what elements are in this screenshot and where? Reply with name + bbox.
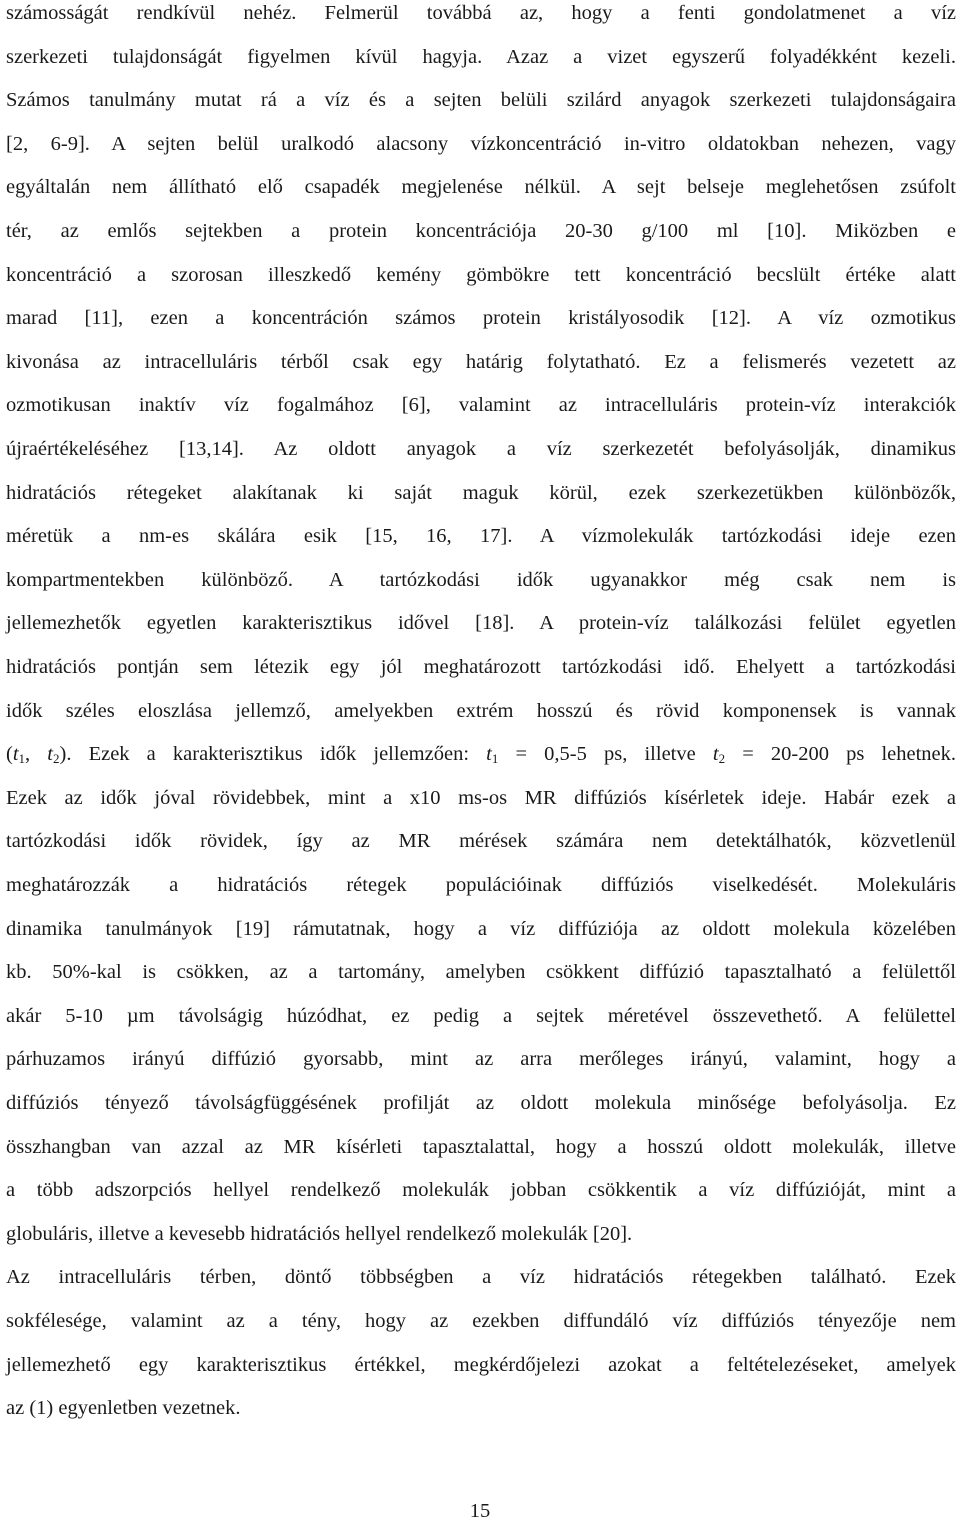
text-line: kb. 50%-kal is csökken, az a tartomány, amelyben csökkent diffúzió tapasztalható a felülettől <box>6 961 956 984</box>
text-line: egyáltalán nem állítható elő csapadék megjelenése nélkül. A sejt belseje meglehetősen zsúfolt <box>6 176 956 199</box>
text-line: hidratációs rétegeket alakítanak ki saját maguk körül, ezek szerkezetükben különbözők, <box>6 481 956 504</box>
text-line: újraértékeléséhez [13,14]. Az oldott anyagok a víz szerkezetét befolyásolják, dinamikus <box>6 438 956 460</box>
text-line: globuláris, illetve a kevesebb hidratációs hellyel rendelkező molekulák [20]. <box>6 1222 633 1245</box>
text-line: hidratációs pontján sem létezik egy jól meghatározott tartózkodási idő. Ehelyett a tartózkodási <box>6 656 956 678</box>
text-line: sokfélesége, valamint az a tény, hogy az ezekben diffundáló víz diffúziós tényezője nem <box>6 1310 956 1332</box>
variable-t: t <box>486 743 492 766</box>
text-line: akár 5-10 µm távolságig húzódhat, ez pedig a sejtek méretével összevethető. A felülettel <box>6 1004 956 1027</box>
text-line: a több adszorpciós hellyel rendelkező molekulák jobban csökkentik a víz diffúzióját, mint a <box>6 1179 956 1202</box>
text-line: meghatározzák a hidratációs rétegek populációinak diffúziós viselkedését. Molekuláris <box>6 874 956 896</box>
subscript: 1 <box>18 751 26 767</box>
text-fragment: = 0,5-5 ps, illetve <box>498 743 713 766</box>
text-line: jellemezhető egy karakterisztikus értékkel, megkérdőjelezi azokat a feltételezéseket, amelyek <box>6 1353 956 1376</box>
text-line: párhuzamos irányú diffúzió gyorsabb, mint az arra merőleges irányú, valamint, hogy a <box>6 1048 956 1071</box>
text-line-with-subscripts <box>6 741 956 767</box>
subscript: 2 <box>718 751 726 767</box>
page-number: 15 <box>469 1500 491 1522</box>
text-line: kompartmentekben különböző. A tartózkodási idők ugyanakkor még csak nem is <box>6 568 956 591</box>
text-line: tartózkodási idők rövidek, így az MR mérések számára nem detektálhatók, közvetlenül <box>6 830 956 853</box>
variable-t: t <box>712 743 719 766</box>
text-line: marad [11], ezen a koncentráción számos protein kristályosodik [12]. A víz ozmotikus <box>6 307 956 330</box>
text-line: kivonása az intracelluláris térből csak egy határig folytatható. Ez a felismerés vezetett az <box>6 350 956 373</box>
text-line: [2, 6-9]. A sejten belül uralkodó alacsony vízkoncentráció in-vitro oldatokban nehezen, vagy <box>6 132 956 155</box>
text-fragment: = 20-200 ps lehetnek. <box>725 743 957 766</box>
text-line: idők széles eloszlása jellemző, amelyekben extrém hosszú és rövid komponensek is vannak <box>6 699 956 722</box>
text-line: dinamika tanulmányok [19] rámutatnak, hogy a víz diffúziója az oldott molekula közelében <box>6 917 956 940</box>
text-line: koncentráció a szorosan illeszkedő kemény gömbökre tett koncentráció becslült értéke alatt <box>6 263 956 286</box>
text-line: jellemezhetők egyetlen karakterisztikus idővel [18]. A protein-víz találkozási felület egyetlen <box>6 612 956 635</box>
text-line: méretük a nm-es skálára esik [15, 16, 17]. A vízmolekulák tartózkodási ideje ezen <box>6 525 956 548</box>
text-line: számosságát rendkívül nehéz. Felmerül továbbá az, hogy a fenti gondolatmenet a víz <box>6 2 956 24</box>
text-line: diffúziós tényező távolságfüggésének profilját az oldott molekula minősége befolyásolja. Ez <box>6 1092 956 1114</box>
variable-t: t <box>47 743 53 766</box>
text-line: szerkezeti tulajdonságát figyelmen kívül hagyja. Azaz a vizet egyszerű folyadékként kezeli. <box>6 45 956 68</box>
text-line: tér, az emlős sejtekben a protein koncentrációja 20-30 g/100 ml [10]. Miközben e <box>6 220 956 242</box>
text-fragment: , <box>25 743 48 766</box>
text-line: Számos tanulmány mutat rá a víz és a sejten belüli szilárd anyagok szerkezeti tulajdonságaira <box>6 89 956 112</box>
subscript: 2 <box>53 751 60 767</box>
text-line: összhangban van azzal az MR kísérleti tapasztalattal, hogy a hosszú oldott molekulák, illetve <box>6 1135 956 1158</box>
variable-t: t <box>12 743 19 766</box>
text-line: az (1) egyenletben vezetnek. <box>6 1397 241 1420</box>
text-fragment: ( <box>6 743 13 766</box>
text-fragment: ). Ezek a karakterisztikus idők jellemzően: <box>59 743 487 766</box>
subscript: 1 <box>491 751 499 767</box>
text-line: Az intracelluláris térben, döntő többségben a víz hidratációs rétegekben található. Ezek <box>6 1266 956 1289</box>
text-line: ozmotikusan inaktív víz fogalmához [6], valamint az intracelluláris protein-víz interakciók <box>6 394 956 417</box>
text-line: Ezek az idők jóval rövidebbek, mint a x10 ms-os MR diffúziós kísérletek ideje. Habár ezek a <box>6 786 956 809</box>
